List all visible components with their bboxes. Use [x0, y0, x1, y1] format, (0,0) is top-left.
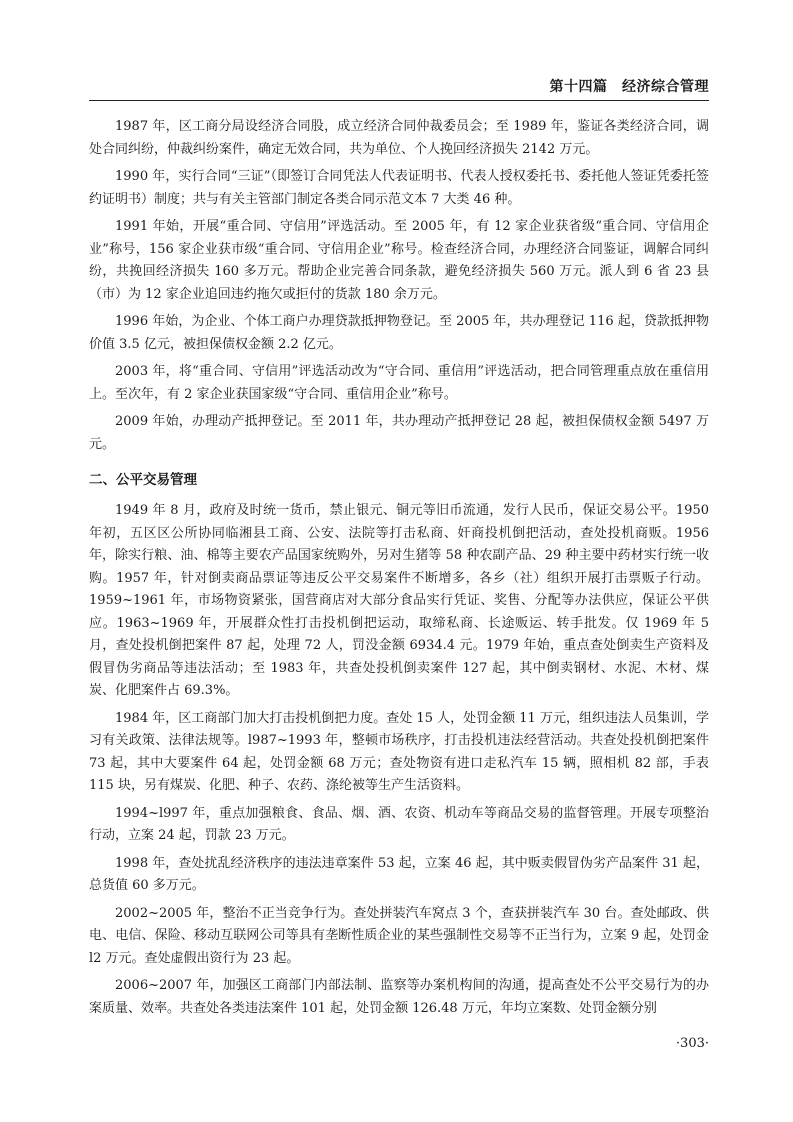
running-header — [89, 76, 709, 101]
page-body — [89, 116, 709, 1025]
paragraph: 2006~2007 年，加强区工商部门内部法制、监察等办案机构间的沟通，提高查处不公平交易行为的办案质量、效率。共查处各类违法案件 101 起，处罚金额 126.48 万元，年均立案数、处罚金额分别 — [89, 978, 709, 1016]
paragraph: 1984 年，区工商部门加大打击投机倒把力度。查处 15 人，处罚金额 11 万元，组织违法人员集训，学习有关政策、法律法规等。l987~1993 年，整顿市场秩序，打击投机违法经营活动。共查处投机倒把案件 73 起，其中大要案件 64 起，处罚金额 68 万元；查处物资有进口走私汽车 15 辆，照相机 82 部，手表 115 块，另有煤炭、化肥、种子、农药、涤纶被等生产生活资料。 — [89, 710, 709, 793]
chapter-title: 第十四篇 经济综合管理 — [549, 79, 709, 95]
paragraph: 1990 年，实行合同“三证”（即签订合同凭法人代表证明书、代表人授权委托书、委托他人签证凭委托签约证明书）制度；共与有关主管部门制定各类合同示范文本 7 大类 46 种。 — [89, 169, 709, 207]
paragraph: 2002~2005 年，整治不正当竞争行为。查处拼装汽车窝点 3 个，查获拼装汽车 30 台。查处邮政、供电、电信、保险、移动互联网公司等具有垄断性质企业的某些强制性交易等不正当行为，立案 9 起，处罚金 l2 万元。查处虚假出资行为 23 起。 — [89, 905, 709, 966]
page-number: ·303· — [675, 1036, 709, 1051]
paragraph: 1949 年 8 月，政府及时统一货币，禁止银元、铜元等旧币流通，发行人民币，保证交易公平。1950 年初，五区区公所协同临湘县工商、公安、法院等打击私商、奸商投机倒把活动，查处投机商贩。1956 年，除实行粮、油、棉等主要农产品国家统购外，另对生猪等 58 种农副产品、29 种主要中药材实行统一收购。1957 年，针对倒卖商品票证等违反公平交易案件不断增多，各乡（社）组织开展打击票贩子行动。1959~1961 年，市场物资紧张，国营商店对大部分食品实行凭证、奖售、分配等办法供应，保证公平供应。1963~1969 年，开展群众性打击投机倒把运动，取缔私商、长途贩运、转手批发。仅 1969 年 5 月，查处投机倒把案件 87 起，处理 72 人，罚没金额 6934.4 元。1979 年始，重点查处倒卖生产资料及假冒伪劣商品等违法活动；至 1983 年，共查处投机倒卖案件 127 起，其中倒卖钢材、水泥、木材、煤炭、化肥案件占 69.3%。 — [89, 503, 709, 698]
paragraph: 2003 年，将“重合同、守信用”评选活动改为“守合同、重信用”评选活动，把合同管理重点放在重信用上。至次年，有 2 家企业获国家级“守合同、重信用企业”称号。 — [89, 364, 709, 402]
paragraph: 2009 年始，办理动产抵押登记。至 2011 年，共办理动产抵押登记 28 起，被担保债权金额 5497 万元。 — [89, 414, 709, 452]
paragraph: 1994~l997 年，重点加强粮食、食品、烟、酒、农资、机动车等商品交易的监督管理。开展专项整治行动，立案 24 起，罚款 23 万元。 — [89, 805, 709, 843]
paragraph: 1998 年，查处扰乱经济秩序的违法违章案件 53 起，立案 46 起，其中贩卖假冒伪劣产品案件 31 起，总货值 60 多万元。 — [89, 855, 709, 893]
paragraph: 1991 年始，开展“重合同、守信用”评选活动。至 2005 年，有 12 家企业获省级“重合同、守信用企业”称号，156 家企业获市级“重合同、守信用企业”称号。检查经济合同，办理经济合同鉴证，调解合同纠纷，共挽回经济损失 160 多万元。帮助企业完善合同条款，避免经济损失 560 万元。派人到 6 省 23 县（市）为 12 家企业追回违约拖欠或拒付的货款 180 余万元。 — [89, 219, 709, 302]
paragraph: 1996 年始，为企业、个体工商户办理贷款抵押物登记。至 2005 年，共办理登记 116 起，贷款抵押物价值 3.5 亿元，被担保债权金额 2.2 亿元。 — [89, 314, 709, 352]
section-heading: 二、公平交易管理 — [89, 472, 197, 488]
paragraph: 1987 年，区工商分局设经济合同股，成立经济合同仲裁委员会；至 1989 年，鉴证各类经济合同，调处合同纠纷，仲裁纠纷案件，确定无效合同，共为单位、个人挽回经济损失 2142 万元。 — [89, 119, 709, 157]
